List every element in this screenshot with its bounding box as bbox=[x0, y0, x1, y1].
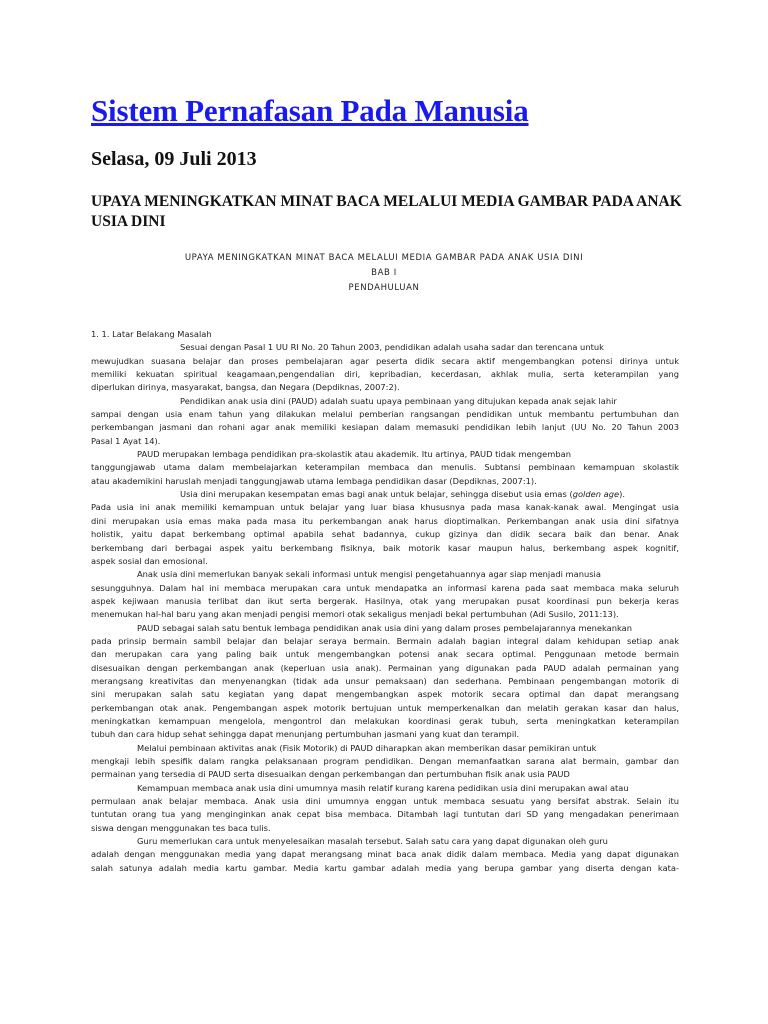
body-line bbox=[91, 488, 679, 501]
body-line: meningkatkan kemampuan mengelola, mengontrol dan melakukan koordinasi gerak tubuh, serta meningkatkan keterampilan bbox=[91, 715, 679, 726]
section-label: 1. 1. Latar Belakang Masalah bbox=[91, 329, 212, 339]
document-body bbox=[91, 328, 679, 875]
body-line: Pasal 1 Ayat 14). bbox=[91, 435, 161, 446]
body-line: permainan yang tersedia di PAUD serta disesuaikan dengan perkembangan dan pertumbuhan fisik anak usia PAUD bbox=[91, 769, 570, 780]
body-line: mengkaji lebih spesifik dalam rangka pelaksanaan program pendidikan. Dengan memanfaatkan sarana alat bermain, gambar dan bbox=[91, 756, 679, 766]
golden-age-term: golden age bbox=[572, 489, 620, 500]
body-line: sesungguhnya. Dalam hal ini membaca merupakan cara untuk mendapatka an informasi karena pada saat membaca maka seluruh bbox=[91, 582, 679, 593]
body-line: perkembangan jasmani dan rohani agar anak memiliki kesiapan dalam memasuki pendidikan lebih lanjut (UU No. 20 Tahun 2003 bbox=[91, 422, 679, 433]
body-line: Sesuai dengan Pasal 1 UU RI No. 20 Tahun 2003, pendidikan adalah usaha sadar dan terencana untuk bbox=[180, 342, 604, 353]
body-line: tubuh dan cara hidup sehat sehingga dapat menunjang pertumbuhan jasmani yang kuat dan terampil. bbox=[91, 729, 520, 740]
body-line: memiliki kekuatan spiritual keagamaan,pengendalian diri, kepribadian, kecerdasan, akhlak mulia, serta keterampilan yang bbox=[91, 369, 679, 380]
body-line: menemukan hal-hal baru yang akan menjadi pengisi memori otak sekaligus menjadi bekal pertumbuhan (Adi Susilo, 2011:13). bbox=[91, 609, 619, 620]
body-line: siswa dengan menggunakan tes baca tulis. bbox=[91, 822, 271, 833]
body-line: Guru memerlukan cara untuk menyelesaikan masalah tersebut. Salah satu cara yang dapat digunakan oleh guru bbox=[137, 836, 608, 847]
body-line: diperlukan dirinya, masyarakat, bangsa, dan Negara (Depdiknas, 2007:2). bbox=[91, 382, 400, 393]
doc-heading-title: UPAYA MENINGKATKAN MINAT BACA MELALUI MEDIA GAMBAR PADA ANAK USIA DINI bbox=[184, 253, 584, 263]
post-date: Selasa, 09 Juli 2013 bbox=[91, 148, 257, 170]
blog-title-link[interactable]: Sistem Pernafasan Pada Manusia bbox=[91, 93, 529, 128]
body-line: dini merupakan usia emas maka pada masa itu perkembangan anak harus dioptimalkan. Perkembangan anak usia dini sifatnya bbox=[91, 515, 679, 526]
body-line: Pada usia ini anak memiliki kemampuan untuk belajar yang luar biasa khususnya pada masa kanak-kanak awal. Mengingat usia bbox=[91, 502, 679, 513]
body-line: tanggungjawab utama dalam membelajarkan keterampilan membaca dan menulis. Subtansi pembinaan kemampuan skolastik bbox=[91, 462, 679, 473]
doc-heading-chapter: BAB I bbox=[371, 268, 397, 278]
body-line: atau akademikini haruslah menjadi tanggungjawab utama lembaga pendidikan dasar (Depdiknas, 2007:1). bbox=[91, 475, 537, 486]
body-line: adalah dengan menggunakan media yang dapat merangsang minat baca anak didik dalam membaca. Media yang dapat digunakan bbox=[91, 849, 679, 860]
body-line: Pendidikan anak usia dini (PAUD) adalah suatu upaya pembinaan yang ditujukan kepada anak sejak lahir bbox=[180, 395, 617, 406]
body-line: salah satunya adalah media kartu gambar. Media kartu gambar adalah media yang berupa gambar yang diserta dengan kata- bbox=[91, 862, 679, 873]
body-line-part: Usia dini merupakan kesempatan emas bagi anak untuk belajar, sehingga disebut usia emas ( bbox=[180, 489, 573, 500]
body-line: Anak usia dini memerlukan banyak sekali informasi untuk mengisi pengetahuannya agar siap menjadi manusia bbox=[137, 569, 601, 580]
body-line: dan merupakan cara yang paling baik untuk mengembangkan potensi anak secara optimal. Penggunaan metode bermain bbox=[91, 649, 679, 660]
body-line: Melalui pembinaan aktivitas anak (Fisik Motorik) di PAUD diharapkan akan memberikan dasar pemikiran untuk bbox=[137, 742, 597, 753]
body-line: PAUD merupakan lembaga pendidikan pra-skolastik atau akademik. Itu artinya, PAUD tidak mengemban bbox=[137, 449, 571, 460]
body-line: perkembangan otak anak. Pengembangan aspek motorik bertujuan untuk memperkenalkan dan melatih gerakan kasar dan halus, bbox=[91, 702, 679, 713]
body-line: pada prinsip bermain sambil belajar dan belajar seraya bermain. Bermain adalah bagian integral dalam kehidupan setiap anak bbox=[91, 635, 679, 646]
body-line: PAUD sebagai salah satu bentuk lembaga pendidikan anak usia dini yang dalam proses pembelajarannya menekankan bbox=[137, 622, 633, 633]
body-line: holistik, yaitu dapat berkembang optimal apabila sehat badannya, cukup gizinya dan didik secara baik dan benar. Anak bbox=[91, 529, 679, 540]
body-line: sampai dengan usia enam tahun yang dilakukan melalui pemberian rangsangan pendidikan untuk membantu pertumbuhan dan bbox=[91, 409, 679, 420]
body-line: Kemampuan membaca anak usia dini umumnya masih relatif kurang karena pedidikan usia dini merupakan awal atau bbox=[137, 782, 629, 793]
body-line: berkembang dari berbagai aspek yaitu berkembang fisiknya, baik motorik kasar maupun halus, berkembang aspek kognitif, bbox=[91, 542, 679, 553]
body-line: tuntutan orang tua yang menginginkan anak cepat bisa membaca. Ditambah lagi tuntutan dari SD yang mengadakan penerimaan bbox=[91, 809, 679, 820]
body-line: aspek kejiwaan manusia terlibat dan ikut serta bergerak. Hasilnya, otak yang merupakan pusat koordinasi pun bekerja keras bbox=[91, 595, 679, 606]
body-line: sini merupakan salah satu kegiatan yang dapat mengembangkan aspek motorik secara optimal dan dapat merangsang bbox=[91, 689, 679, 700]
body-line: mewujudkan suasana belajar dan proses pembelajaran agar peserta didik secara aktif mengembangkan potensi dirinya untuk bbox=[91, 355, 679, 366]
body-line-part: ). bbox=[619, 489, 625, 500]
body-line: merangsang kreativitas dan menyenangkan (tidak ada unsur pemaksaan) dan sederhana. Pembinaan pengembangan motorik di bbox=[91, 675, 679, 686]
body-line: disesuaikan dengan perkembangan anak (keperluan usia anak). Permainan yang digunakan pada PAUD adalah permainan yang bbox=[91, 662, 679, 673]
doc-heading-section: PENDAHULUAN bbox=[348, 283, 420, 293]
post-title: UPAYA MENINGKATKAN MINAT BACA MELALUI MEDIA GAMBAR PADA ANAK USIA DINI bbox=[91, 193, 682, 230]
body-line: aspek sosial dan emosional. bbox=[91, 555, 208, 566]
body-line: permulaan anak belajar membaca. Anak usia dini umumnya enggan untuk membaca sesuatu yang bersifat abstrak. Selain itu bbox=[91, 796, 679, 807]
